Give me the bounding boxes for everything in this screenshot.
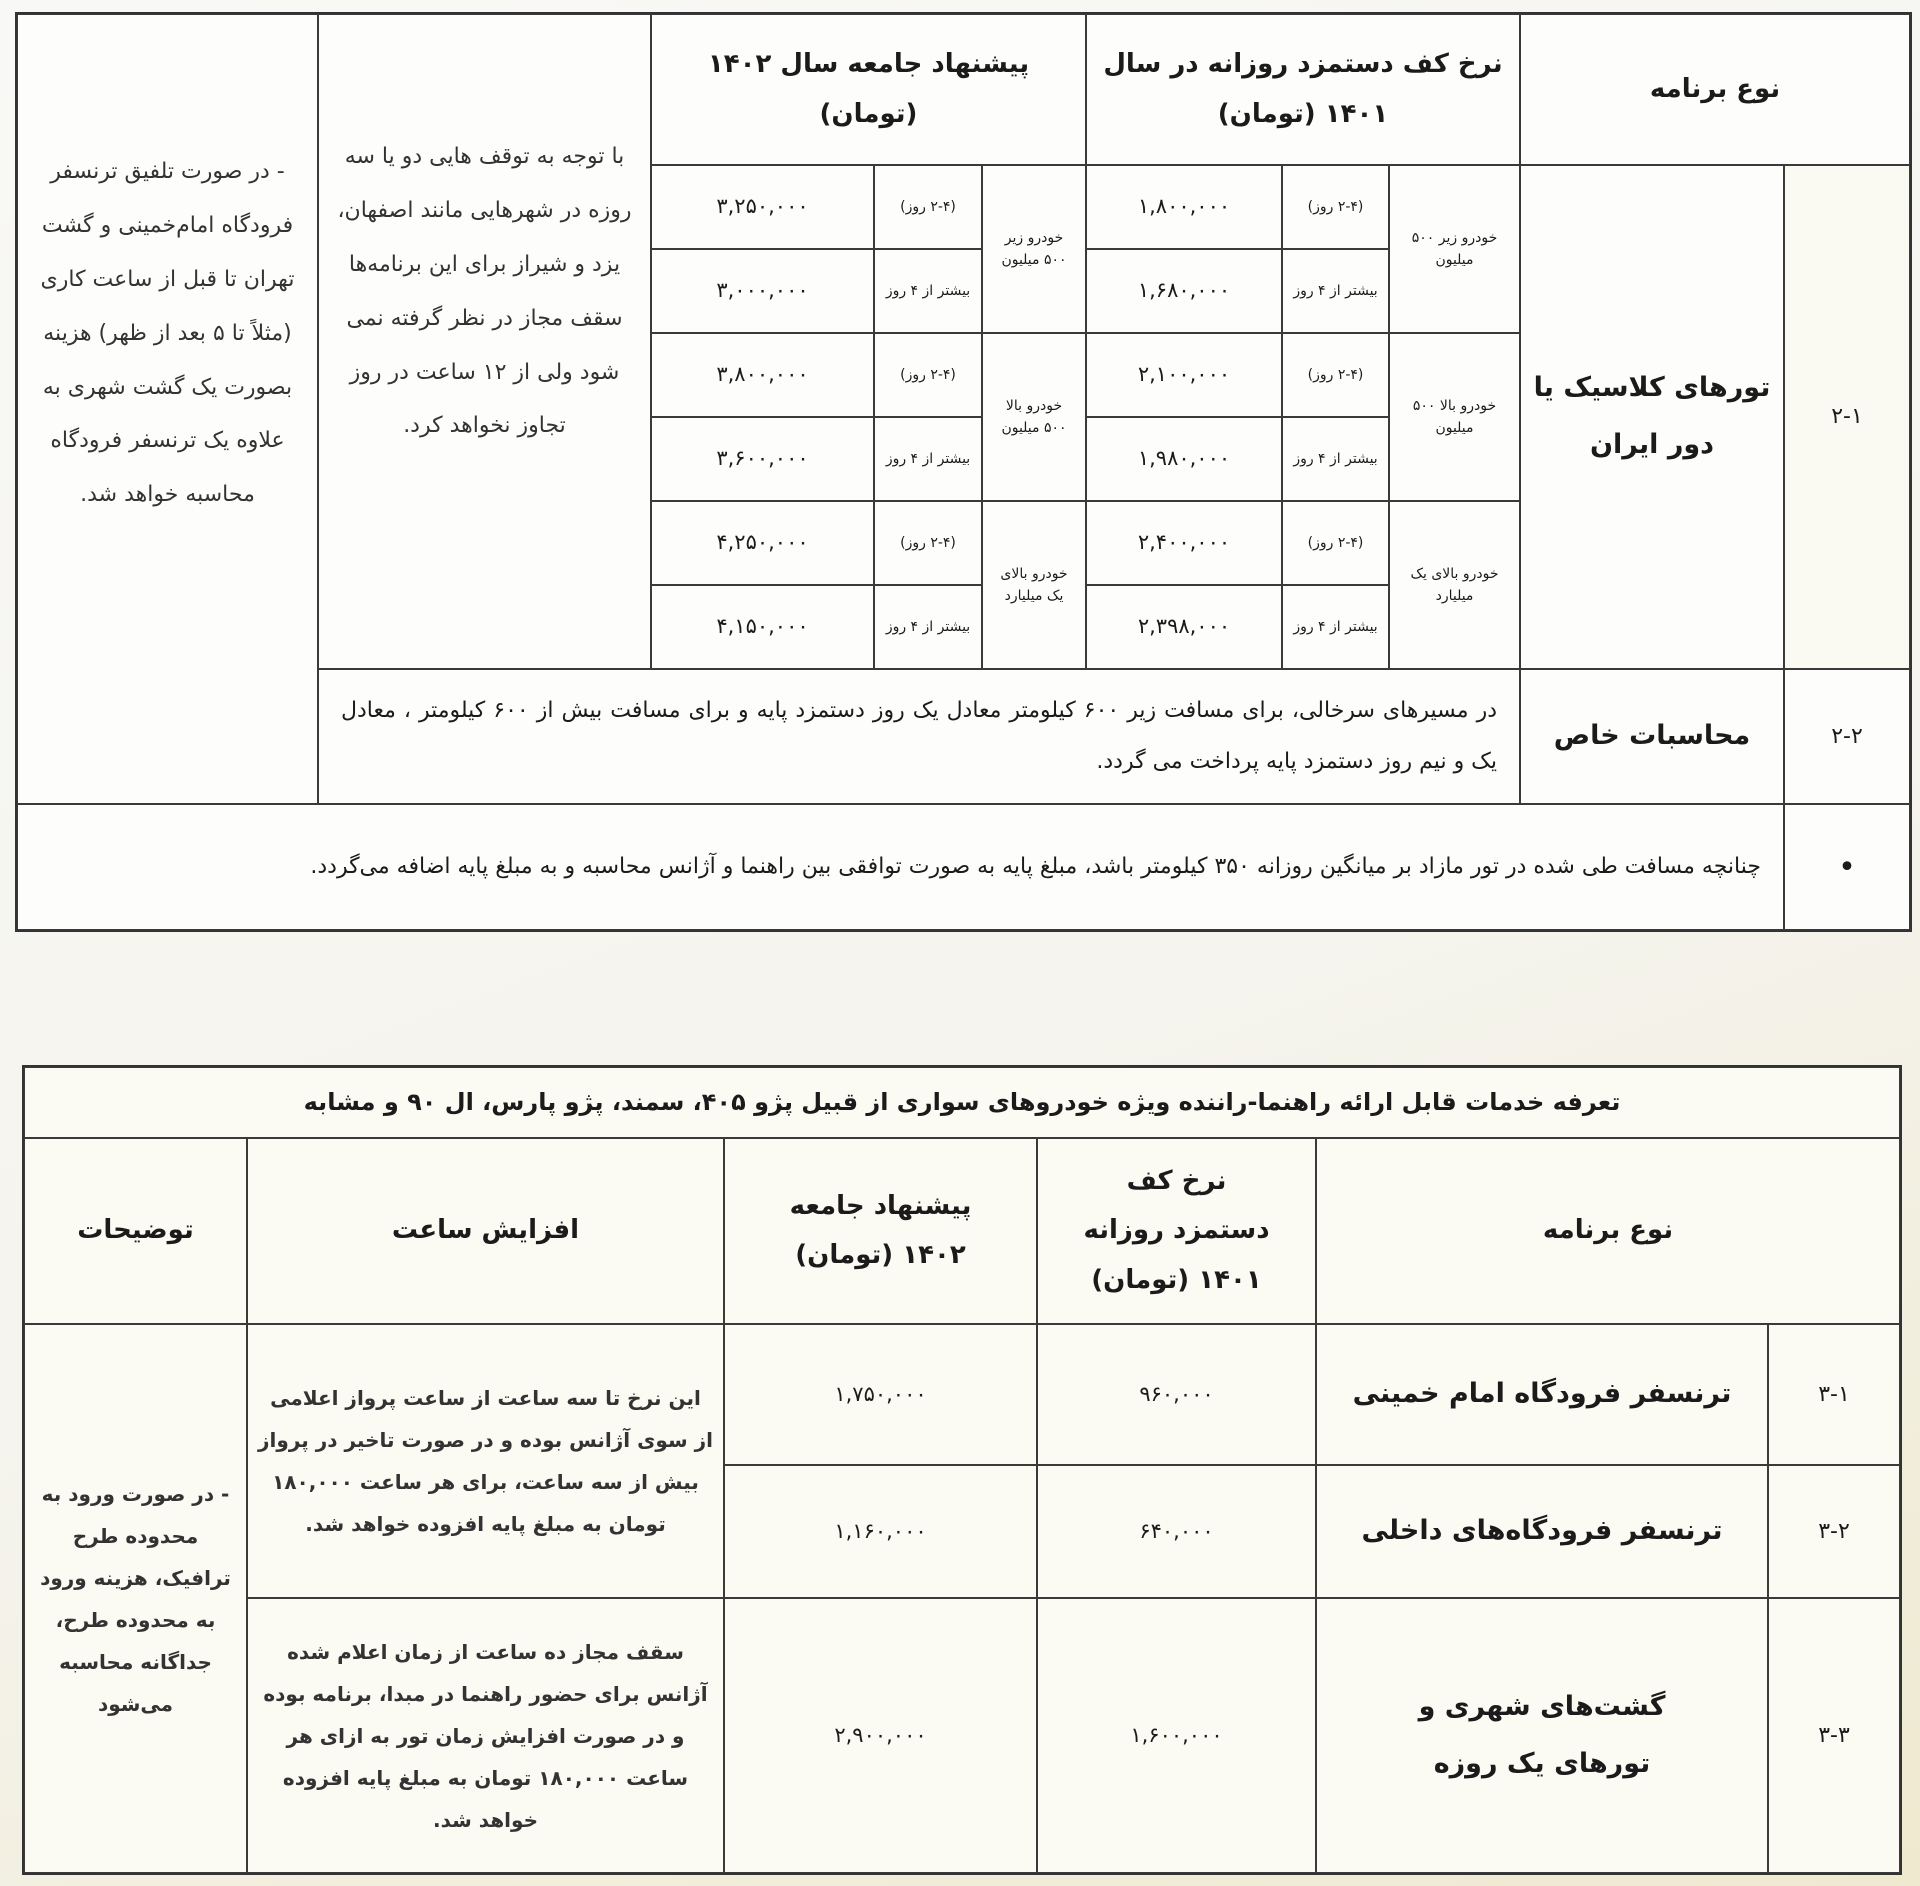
row-index: ۳-۳ [1768, 1598, 1900, 1873]
days-cell: (۲-۴ روز) [874, 333, 982, 417]
rate-1401-cell: ۱,۶۰۰,۰۰۰ [1037, 1598, 1316, 1873]
days-cell: بیشتر از ۴ روز [874, 585, 982, 669]
program-type-city-tours: گشت‌های شهری و تورهای یک روزه [1316, 1598, 1768, 1873]
car-class-cell: خودرو بالا ۵۰۰ میلیون [982, 333, 1086, 501]
header-program-type: نوع برنامه [1520, 14, 1910, 165]
header-rate-1401: نرخ کف دستمزد روزانه ۱۴۰۱ (تومان) [1037, 1138, 1316, 1324]
driver-guide-rates-table [22, 1065, 1902, 1875]
rate-1401-cell: ۱,۸۰۰,۰۰۰ [1086, 165, 1282, 249]
row-index: ۲-۲ [1784, 669, 1910, 804]
days-cell: (۲-۴ روز) [874, 501, 982, 585]
row-index: ۳-۲ [1768, 1465, 1900, 1598]
days-cell: (۲-۴ روز) [1282, 501, 1389, 585]
rate-1402-cell: ۱,۷۵۰,۰۰۰ [724, 1324, 1037, 1465]
rate-1401-cell: ۹۶۰,۰۰۰ [1037, 1324, 1316, 1465]
program-type-ika-transfer: ترنسفر فرودگاه امام خمینی [1316, 1324, 1768, 1465]
car-class-cell: خودرو زیر ۵۰۰ میلیون [982, 165, 1086, 333]
days-cell: بیشتر از ۴ روز [874, 249, 982, 333]
days-cell: (۲-۴ روز) [1282, 165, 1389, 249]
days-cell: (۲-۴ روز) [1282, 333, 1389, 417]
row-index: ۳-۱ [1768, 1324, 1900, 1465]
rate-1401-cell: ۲,۳۹۸,۰۰۰ [1086, 585, 1282, 669]
special-calc-text: در مسیرهای سرخالی، برای مسافت زیر ۶۰۰ کیلومتر معادل یک روز دستمزد پایه و برای مسافت بیش از ۶۰۰ کیلومتر ، معادل یک و نیم روز دستمزد پایه پرداخت می گردد. [318, 669, 1520, 804]
rate-1402-cell: ۴,۱۵۰,۰۰۰ [651, 585, 874, 669]
rate-1401-cell: ۱,۹۸۰,۰۰۰ [1086, 417, 1282, 501]
header-rate-1401: نرخ کف دستمزد روزانه در سال ۱۴۰۱ (تومان) [1086, 14, 1520, 165]
side-note: - در صورت تلفیق ترنسفر فرودگاه امام‌خمینی و گشت تهران تا قبل از ساعت کاری (مثلاً تا ۵ بعد از ظهر) هزینه بصورت یک گشت شهری به علاوه یک ترنسفر فرودگاه محاسبه خواهد شد. [17, 14, 318, 804]
header-proposal-1402: پیشنهاد جامعه سال ۱۴۰۲ (تومان) [651, 14, 1086, 165]
days-cell: بیشتر از ۴ روز [1282, 585, 1389, 669]
car-class-cell: خودرو بالای یک میلیارد [982, 501, 1086, 669]
rate-1401-cell: ۱,۶۸۰,۰۰۰ [1086, 249, 1282, 333]
rate-1402-cell: ۱,۱۶۰,۰۰۰ [724, 1465, 1037, 1598]
rate-1402-cell: ۴,۲۵۰,۰۰۰ [651, 501, 874, 585]
rate-1402-cell: ۳,۶۰۰,۰۰۰ [651, 417, 874, 501]
program-type-domestic-transfer: ترنسفر فرودگاه‌های داخلی [1316, 1465, 1768, 1598]
rate-1401-cell: ۲,۱۰۰,۰۰۰ [1086, 333, 1282, 417]
extra-hours-tour: سقف مجاز ده ساعت از زمان اعلام شده آژانس برای حضور راهنما در مبدا، برنامه بوده و در صورت افزایش زمان تور به ازای هر ساعت ۱۸۰,۰۰۰ تومان به مبلغ پایه افزوده خواهد شد. [247, 1598, 724, 1873]
row-index: ۲-۱ [1784, 165, 1910, 669]
rate-1402-cell: ۳,۲۵۰,۰۰۰ [651, 165, 874, 249]
header-program-type: نوع برنامه [1316, 1138, 1900, 1324]
program-type-classic: تورهای کلاسیک یا دور ایران [1520, 165, 1784, 669]
table-title: تعرفه خدمات قابل ارائه راهنما-راننده ویژه خودروهای سواری از قبیل پژو ۴۰۵، سمند، پژو پارس، ال ۹۰ و مشابه [24, 1067, 1900, 1138]
days-cell: (۲-۴ روز) [874, 165, 982, 249]
traffic-zone-note: - در صورت ورود به محدوده طرح ترافیک، هزینه ورود به محدوده طرح، جداگانه محاسبه می‌شود [24, 1324, 247, 1873]
rate-1402-cell: ۲,۹۰۰,۰۰۰ [724, 1598, 1037, 1873]
rate-1402-cell: ۳,۰۰۰,۰۰۰ [651, 249, 874, 333]
stopover-note: با توجه به توقف هایی دو یا سه روزه در شهرهایی مانند اصفهان، یزد و شیراز برای این برنامه‌ها سقف مجاز در نظر گرفته نمی شود ولی از ۱۲ ساعت در روز تجاوز نخواهد کرد. [318, 14, 651, 669]
car-class-cell: خودرو بالا ۵۰۰ میلیون [1389, 333, 1520, 501]
header-proposal-1402: پیشنهاد جامعه ۱۴۰۲ (تومان) [724, 1138, 1037, 1324]
bullet-icon: • [1784, 804, 1910, 930]
rate-1402-cell: ۳,۸۰۰,۰۰۰ [651, 333, 874, 417]
mileage-note: چنانچه مسافت طی شده در تور مازاد بر میانگین روزانه ۳۵۰ کیلومتر باشد، مبلغ پایه به صورت توافقی بین راهنما و آژانس محاسبه و به مبلغ پایه اضافه می‌گردد. [17, 804, 1784, 930]
tour-rates-table [15, 12, 1912, 932]
days-cell: بیشتر از ۴ روز [874, 417, 982, 501]
rate-1401-cell: ۲,۴۰۰,۰۰۰ [1086, 501, 1282, 585]
days-cell: بیشتر از ۴ روز [1282, 249, 1389, 333]
header-notes: توضیحات [24, 1138, 247, 1324]
extra-hours-transfer: این نرخ تا سه ساعت از ساعت پرواز اعلامی از سوی آژانس بوده و در صورت تاخیر در پرواز بیش از سه ساعت، برای هر ساعت ۱۸۰,۰۰۰ تومان به مبلغ پایه افزوده خواهد شد. [247, 1324, 724, 1598]
car-class-cell: خودرو زیر ۵۰۰ میلیون [1389, 165, 1520, 333]
car-class-cell: خودرو بالای یک میلیارد [1389, 501, 1520, 669]
days-cell: بیشتر از ۴ روز [1282, 417, 1389, 501]
program-type-special: محاسبات خاص [1520, 669, 1784, 804]
header-extra-hours: افزایش ساعت [247, 1138, 724, 1324]
rate-1401-cell: ۶۴۰,۰۰۰ [1037, 1465, 1316, 1598]
